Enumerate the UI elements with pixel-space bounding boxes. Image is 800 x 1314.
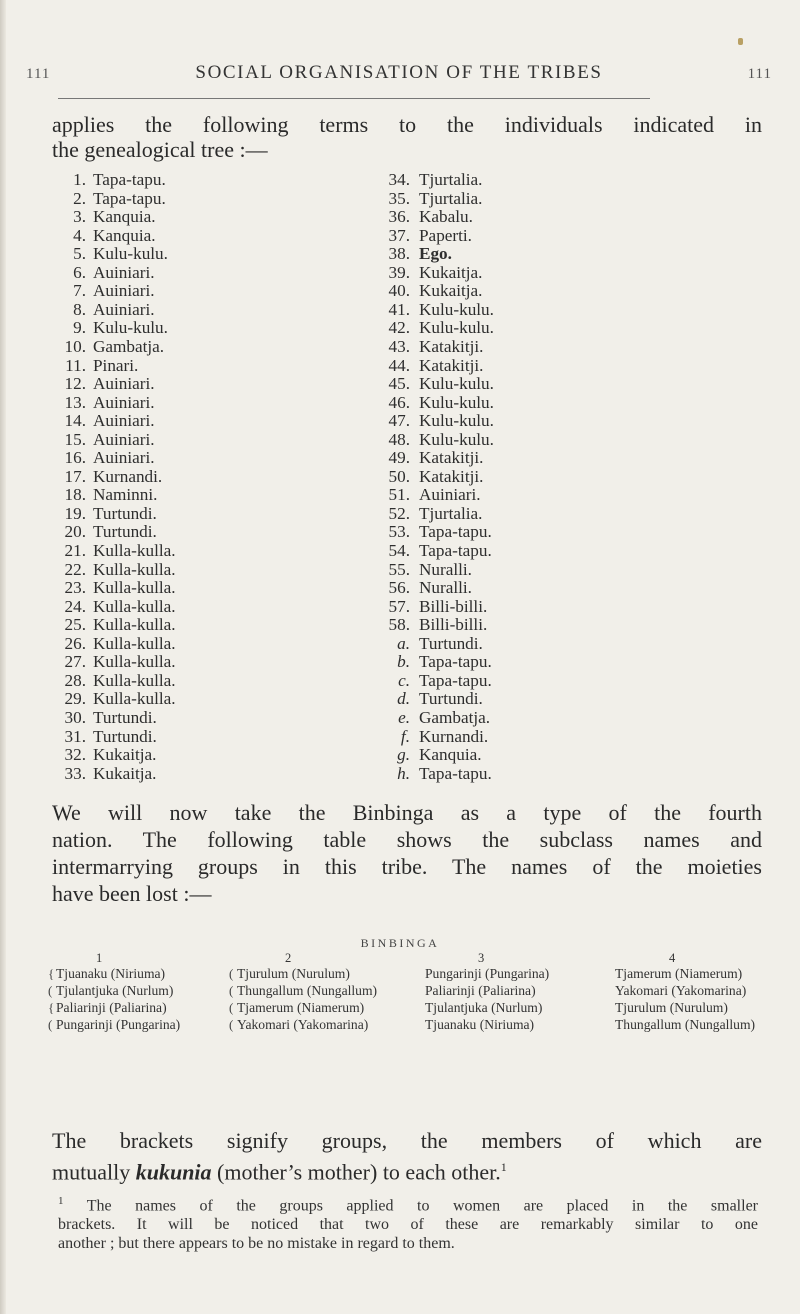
entry-number: 46. [388,392,410,412]
entry-name: Billi-billi. [419,615,488,635]
entry-number: b. [397,652,410,672]
entry-name: Auiniari. [93,411,155,431]
entry-number: 57. [388,596,410,616]
entry-number: 24. [64,596,86,616]
entry-number: 49. [388,448,410,468]
entry-number: 14. [64,411,86,431]
entry-number: 36. [388,207,410,227]
entry-number: 42. [388,318,410,338]
intro-paragraph [52,112,762,162]
entry-number: 33. [64,763,86,783]
entry-name: Kanquia. [93,225,156,245]
entry-number: 32. [64,745,86,765]
entry-name: Kulu-kulu. [419,318,494,338]
entry-number: 2. [73,188,86,208]
entry-name: Auiniari. [93,374,155,394]
genealogy-list-left [52,170,352,783]
entry-number: 48. [388,429,410,449]
page-number-right: 111 [747,66,772,82]
group-entry: Thungallum (Nungallum) [615,1017,756,1032]
entry-name: Turtundi. [419,689,483,709]
page-edge [0,0,6,1314]
entry-number: c. [398,670,410,690]
entry-number: 35. [388,188,410,208]
entry-name: Tapa-tapu. [419,522,492,542]
brackets-paragraph [52,1127,762,1185]
entry-number: 47. [388,411,410,431]
group-entry: Tjulantjuka (Nurlum) [425,1000,543,1015]
entry-name: Auiniari. [93,429,155,449]
binbinga-line-1: We will now take the Binbinga as a type of the fourth [52,800,762,825]
entry-name: Kukaitja. [93,745,157,765]
entry-number: 13. [64,392,86,412]
entry-name: Gambatja. [419,707,491,727]
entry-number: 4. [73,225,86,245]
bracket-glyph: { [48,1000,55,1015]
entry-number: 50. [388,466,410,486]
entry-name: Kulla-kulla. [93,652,176,672]
entry-number: 6. [73,262,86,282]
group-entry: Yakomari (Yakomarina) [237,1017,369,1032]
entry-number: 51. [388,485,410,505]
entry-name: Turtundi. [93,503,157,523]
entry-name: Naminni. [93,485,158,505]
bracket-glyph: ( [229,983,234,998]
entry-number: 20. [64,522,86,542]
entry-name: Kukaitja. [419,262,483,282]
entry-name: Kulla-kulla. [93,541,176,560]
entry-number: 28. [64,670,86,690]
group-entry: Pungarinji (Pungarina) [425,966,550,981]
entry-number: 43. [388,336,410,356]
entry-number: 58. [388,615,410,635]
entry-name: Tjurtalia. [419,503,483,523]
entry-name: Kabalu. [419,207,473,227]
entry-number: 29. [64,689,86,709]
entry-number: 40. [388,281,410,301]
group-entry: Tjuanaku (Niriuma) [56,966,166,981]
bracket-glyph: ( [229,966,234,981]
entry-name: Tapa-tapu. [419,763,492,783]
entry-number: 22. [64,559,86,579]
group-entry: Tjurulum (Nurulum) [615,1000,728,1015]
bracket-glyph: ( [48,983,53,998]
running-title: SOCIAL ORGANISATION OF THE TRIBES [195,62,603,83]
binbinga-line-3: intermarrying groups in this tribe. The names of the moieties [52,854,762,879]
entry-number: 30. [64,707,86,727]
group-entry: Tjamerum (Niamerum) [615,966,743,981]
intro-line-2: the genealogical tree :— [52,137,268,162]
entry-name: Turtundi. [93,726,157,746]
entry-number: h. [397,763,410,783]
binbinga-line-2: nation. The following table shows the subclass names and [52,827,762,852]
entry-name: Katakitji. [419,355,484,375]
binbinga-line-4: have been lost :— [52,881,212,906]
running-head [26,62,772,88]
entry-name: Kulla-kulla. [93,633,176,653]
entry-name: Kukaitja. [419,281,483,301]
footnote-line-3: another ; but there appears to be no mistake in regard to them. [58,1235,455,1253]
entry-name: Tapa-tapu. [93,170,166,189]
footnote-ref: 1 [500,1160,507,1174]
footnote-line-2: brackets. It will be noticed that two of these are remarkably similar to one [58,1216,758,1234]
entry-name: Kurnandi. [419,726,489,746]
entry-number: 38. [388,244,410,264]
entry-name: Tapa-tapu. [419,652,492,672]
entry-number: e. [398,707,410,727]
entry-name: Pinari. [93,355,139,375]
entry-name: Tjurtalia. [419,170,483,189]
entry-name: Kukaitja. [93,763,157,783]
entry-number: 11. [65,355,86,375]
entry-name: Auiniari. [419,485,481,505]
group-entry: Thungallum (Nungallum) [237,983,378,998]
entry-number: 7. [73,281,86,301]
entry-number: 39. [388,262,410,282]
bracket-glyph: ( [229,1017,234,1032]
table-heading: BINBINGA [360,936,440,950]
entry-name: Auiniari. [93,262,155,282]
group-entry: Yakomari (Yakomarina) [615,983,747,998]
entry-number: 44. [388,355,410,375]
entry-name: Kulla-kulla. [93,670,176,690]
entry-number: 3. [73,207,86,227]
entry-name: Katakitji. [419,466,484,486]
entry-name: Kulu-kulu. [419,429,494,449]
entry-name: Kulu-kulu. [419,392,494,412]
entry-number: 12. [64,374,86,394]
entry-name: Kulu-kulu. [93,318,168,338]
entry-number: 25. [64,615,86,635]
entry-name: Kulu-kulu. [93,244,168,264]
entry-name: Auiniari. [93,299,155,319]
entry-name: Auiniari. [93,448,155,468]
footnote-mark: 1 [58,1195,64,1207]
entry-number: a. [397,633,410,653]
footnote-text: The names of the groups applied to women are placed in the smaller [63,1197,758,1215]
entry-name: Kulla-kulla. [93,559,176,579]
brackets-text: (mother’s mother) to each other. [211,1159,501,1185]
ink-spot [738,38,743,45]
entry-number: 54. [388,541,410,560]
group-entry: Tjamerum (Niamerum) [237,1000,365,1015]
entry-name: Nuralli. [419,559,472,579]
genealogy-list-right [378,170,708,783]
entry-name: Katakitji. [419,336,484,356]
entry-number: 27. [64,652,86,672]
entry-number: 16. [64,448,86,468]
entry-name: Kulla-kulla. [93,615,176,635]
entry-name: Ego. [419,244,452,264]
entry-number: 53. [388,522,410,542]
kukunia-term: kukunia [135,1159,212,1185]
header-rule [58,98,650,99]
entry-name: Kulla-kulla. [93,596,176,616]
entry-name: Turtundi. [419,633,483,653]
footnote [58,1192,758,1253]
entry-name: Kanquia. [93,207,156,227]
entry-name: Tapa-tapu. [419,670,492,690]
entry-number: 34. [388,170,410,189]
entry-name: Paperti. [419,225,472,245]
entry-number: f. [400,726,410,746]
group-number: 2 [285,951,292,965]
brackets-text: mutually [52,1159,136,1185]
entry-name: Gambatja. [93,336,165,356]
group-entry: Tjulantjuka (Nurlum) [56,983,174,998]
entry-number: 17. [64,466,86,486]
entry-name: Kulu-kulu. [419,411,494,431]
group-entry: Paliarinji (Paliarina) [56,1000,167,1015]
entry-number: 56. [388,578,410,598]
entry-name: Tapa-tapu. [419,541,492,560]
group-number: 3 [478,951,485,965]
entry-number: 8. [73,299,86,319]
entry-name: Kurnandi. [93,466,163,486]
footnote-line-1 [58,1192,758,1215]
entry-name: Katakitji. [419,448,484,468]
bracket-glyph: { [48,966,55,981]
entry-number: 55. [388,559,410,579]
group-number: 4 [669,951,676,965]
entry-number: 45. [388,374,410,394]
entry-number: 37. [388,225,410,245]
entry-name: Kulla-kulla. [93,578,176,598]
entry-number: 31. [64,726,86,746]
bracket-glyph: ( [48,1017,53,1032]
brackets-line-2 [52,1154,762,1185]
entry-number: 10. [64,336,86,356]
entry-number: 9. [73,318,86,338]
entry-number: d. [397,689,410,709]
entry-number: 52. [388,503,410,523]
group-entry: Paliarinji (Paliarina) [425,983,536,998]
binbinga-paragraph [52,799,762,907]
entry-name: Kulu-kulu. [419,374,494,394]
entry-number: 1. [73,170,86,189]
entry-number: g. [397,745,410,765]
entry-name: Tapa-tapu. [93,188,166,208]
intro-line-1: applies the following terms to the individuals indicated in [52,112,762,137]
entry-name: Kulla-kulla. [93,689,176,709]
entry-name: Tjurtalia. [419,188,483,208]
brackets-line-1: The brackets signify groups, the members of which are [52,1128,762,1153]
entry-name: Nuralli. [419,578,472,598]
group-number: 1 [96,951,103,965]
entry-name: Auiniari. [93,281,155,301]
group-entry: Tjuanaku (Niriuma) [425,1017,535,1032]
entry-name: Kulu-kulu. [419,299,494,319]
entry-number: 21. [64,541,86,560]
entry-name: Turtundi. [93,707,157,727]
entry-name: Kanquia. [419,745,482,765]
entry-name: Turtundi. [93,522,157,542]
entry-number: 15. [64,429,86,449]
group-entry: Pungarinji (Pungarina) [56,1017,181,1032]
entry-number: 18. [64,485,86,505]
entry-number: 26. [64,633,86,653]
page-number-left: 111 [26,66,51,82]
entry-number: 41. [388,299,410,319]
group-entry: Tjurulum (Nurulum) [237,966,350,981]
entry-name: Billi-billi. [419,596,488,616]
entry-number: 23. [64,578,86,598]
bracket-glyph: ( [229,1000,234,1015]
entry-number: 19. [64,503,86,523]
entry-number: 5. [73,244,86,264]
entry-name: Auiniari. [93,392,155,412]
